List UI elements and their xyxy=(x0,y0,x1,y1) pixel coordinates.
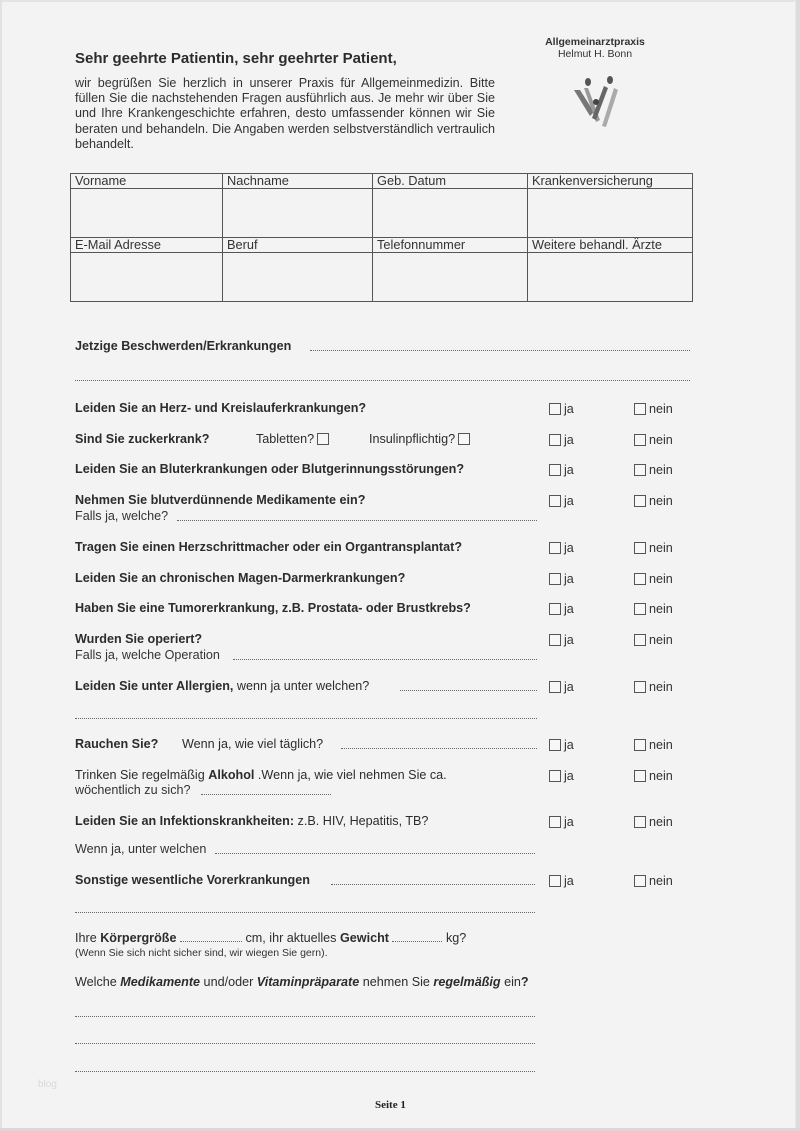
alcohol-no-checkbox[interactable] xyxy=(634,769,673,783)
last-name-label: Nachname xyxy=(223,174,373,189)
infection-yes-checkbox[interactable] xyxy=(549,815,574,829)
blood-question: Leiden Sie an Bluterkrankungen oder Blutgerinnungsstörungen? xyxy=(75,462,465,476)
patient-info-table xyxy=(70,173,693,302)
meds-pre: Welche xyxy=(75,975,121,989)
last-name-field[interactable] xyxy=(223,189,373,238)
greeting-heading: Sehr geehrte Patientin, sehr geehrter Patient, xyxy=(75,50,397,67)
thinners-no-checkbox[interactable] xyxy=(634,494,673,508)
yes-label: ja xyxy=(564,602,574,616)
checkbox-box[interactable] xyxy=(549,770,561,782)
infection-rest: z.B. HIV, Hepatitis, TB? xyxy=(294,814,429,828)
diabetes-row xyxy=(75,432,209,446)
no-label: nein xyxy=(649,402,673,416)
yes-label: ja xyxy=(564,541,574,555)
height-pre: Ihre xyxy=(75,931,101,945)
yes-label: ja xyxy=(564,680,574,694)
insurance-label: Krankenversicherung xyxy=(528,174,693,189)
height-unit: cm, ihr aktuelles xyxy=(241,931,340,945)
alcohol-post: .Wenn ja, wie viel nehmen Sie ca. xyxy=(254,768,447,782)
practice-figures-logo-icon xyxy=(566,72,626,130)
checkbox-box[interactable] xyxy=(634,434,646,446)
alcohol-weekly-label: wöchentlich zu sich? xyxy=(75,783,191,797)
complaints-label: Jetzige Beschwerden/Erkrankungen xyxy=(75,339,292,353)
alcohol-pre: Trinken Sie regelmäßig xyxy=(75,768,209,782)
checkbox-box[interactable] xyxy=(549,816,561,828)
no-label: nein xyxy=(649,815,673,829)
checkbox-box[interactable] xyxy=(634,603,646,615)
checkbox-box[interactable] xyxy=(634,542,646,554)
medications-field-line3[interactable] xyxy=(75,1071,535,1072)
phone-label: Telefonnummer xyxy=(373,238,528,253)
allergy-question-rest: wenn ja unter welchen? xyxy=(233,679,370,693)
surgery-yes-checkbox[interactable] xyxy=(549,633,574,647)
pacemaker-no-checkbox[interactable] xyxy=(634,541,673,555)
heart-no-checkbox[interactable] xyxy=(634,402,673,416)
alcohol-weekly-field[interactable] xyxy=(201,794,331,795)
other-field-line2[interactable] xyxy=(75,912,535,913)
height-field[interactable] xyxy=(180,931,242,942)
insulin-checkbox[interactable] xyxy=(458,433,470,445)
page-edge-left xyxy=(0,0,2,1131)
blood-no-checkbox[interactable] xyxy=(634,463,673,477)
email-label: E-Mail Adresse xyxy=(71,238,223,253)
yes-label: ja xyxy=(564,815,574,829)
diabetes-no-checkbox[interactable] xyxy=(634,433,673,447)
alcohol-bold: Alkohol xyxy=(208,768,255,782)
infection-which-field[interactable] xyxy=(215,853,535,854)
tumor-question: Haben Sie eine Tumorerkrankung, z.B. Prostata- oder Brustkrebs? xyxy=(75,601,471,615)
checkbox-box[interactable] xyxy=(549,875,561,887)
checkbox-box[interactable] xyxy=(549,464,561,476)
other-yes-checkbox[interactable] xyxy=(549,874,574,888)
checkbox-box[interactable] xyxy=(634,770,646,782)
checkbox-box[interactable] xyxy=(634,495,646,507)
gastro-yes-checkbox[interactable] xyxy=(549,572,574,586)
practice-block xyxy=(520,36,670,60)
checkbox-box[interactable] xyxy=(549,681,561,693)
other-field[interactable] xyxy=(331,884,535,885)
checkbox-box[interactable] xyxy=(634,816,646,828)
allergy-question-bold: Leiden Sie unter Allergien, xyxy=(75,679,234,693)
tablets-label: Tabletten? xyxy=(256,432,315,446)
gastro-question: Leiden Sie an chronischen Magen-Darmerkrankungen? xyxy=(75,571,406,585)
other-doctors-field[interactable] xyxy=(528,253,693,302)
page-edge-top xyxy=(0,0,800,2)
allergy-field-line2[interactable] xyxy=(75,718,537,719)
height-weight-question xyxy=(75,931,466,945)
blood-yes-checkbox[interactable] xyxy=(549,463,574,477)
diabetes-yes-checkbox[interactable] xyxy=(549,433,574,447)
no-label: nein xyxy=(649,433,673,447)
meds-mid: und/oder xyxy=(200,975,257,989)
no-label: nein xyxy=(649,463,673,477)
other-question: Sonstige wesentliche Vorerkrankungen xyxy=(75,873,310,887)
checkbox-box[interactable] xyxy=(549,573,561,585)
meds-vitamins: Vitaminpräparate xyxy=(256,975,360,989)
thinners-question: Nehmen Sie blutverdünnende Medikamente ein? xyxy=(75,493,366,507)
yes-label: ja xyxy=(564,572,574,586)
insulin-label: Insulinpflichtig? xyxy=(369,432,456,446)
smoke-question: Rauchen Sie? xyxy=(75,737,159,751)
tumor-no-checkbox[interactable] xyxy=(634,602,673,616)
tablets-checkbox[interactable] xyxy=(317,433,329,445)
checkbox-box[interactable] xyxy=(549,403,561,415)
birth-date-field[interactable] xyxy=(373,189,528,238)
checkbox-box[interactable] xyxy=(549,542,561,554)
yes-label: ja xyxy=(564,433,574,447)
checkbox-box[interactable] xyxy=(634,681,646,693)
medications-field-line2[interactable] xyxy=(75,1043,535,1044)
intro-paragraph: wir begrüßen Sie herzlich in unserer Praxis für Allgemeinmedizin. Bitte füllen Sie die nachstehenden Fragen ausführlich aus. Je mehr wir über Sie und Ihre Krankengeschichte erfahren, desto umfassender können wir Sie beraten und behandeln. Die Angaben werden selbstverständlich vertraulich behandelt. xyxy=(75,76,495,151)
first-name-label: Vorname xyxy=(71,174,223,189)
alcohol-yes-checkbox[interactable] xyxy=(549,769,574,783)
checkbox-box[interactable] xyxy=(634,875,646,887)
no-label: nein xyxy=(649,874,673,888)
checkbox-box[interactable] xyxy=(549,434,561,446)
page-number: Seite 1 xyxy=(375,1099,406,1111)
surgery-which-field[interactable] xyxy=(233,659,537,660)
pacemaker-question: Tragen Sie einen Herzschrittmacher oder ein Organtransplantat? xyxy=(75,540,463,554)
yes-label: ja xyxy=(564,769,574,783)
smoke-amount-label: Wenn ja, wie viel täglich? xyxy=(182,737,324,751)
smoke-amount-field[interactable] xyxy=(341,748,537,749)
medications-question xyxy=(75,975,529,989)
allergy-yes-checkbox[interactable] xyxy=(549,680,574,694)
no-label: nein xyxy=(649,572,673,586)
meds-post: ein xyxy=(500,975,521,989)
yes-label: ja xyxy=(564,874,574,888)
weight-label: Gewicht xyxy=(339,931,389,945)
surgery-which-label: Falls ja, welche Operation xyxy=(75,648,220,662)
watermark: blog xyxy=(38,1079,57,1090)
tablets-option xyxy=(256,432,329,446)
insurance-field[interactable] xyxy=(528,189,693,238)
occupation-field[interactable] xyxy=(223,253,373,302)
no-label: nein xyxy=(649,602,673,616)
checkbox-box[interactable] xyxy=(634,573,646,585)
no-label: nein xyxy=(649,494,673,508)
allergy-question xyxy=(75,679,369,693)
height-label: Körpergröße xyxy=(100,931,177,945)
infection-which-label: Wenn ja, unter welchen xyxy=(75,842,207,856)
practice-name: Allgemeinarztpraxis xyxy=(545,36,645,48)
no-label: nein xyxy=(649,680,673,694)
medications-field-line1[interactable] xyxy=(75,1016,535,1017)
smoke-no-checkbox[interactable] xyxy=(634,738,673,752)
meds-questionmark: ? xyxy=(520,975,529,989)
checkbox-box[interactable] xyxy=(549,739,561,751)
yes-label: ja xyxy=(564,463,574,477)
no-label: nein xyxy=(649,541,673,555)
checkbox-box[interactable] xyxy=(634,403,646,415)
surgery-question: Wurden Sie operiert? xyxy=(75,632,203,646)
weigh-note: (Wenn Sie sich nicht sicher sind, wir wiegen Sie gern). xyxy=(75,947,328,959)
doctor-name: Helmut H. Bonn xyxy=(557,48,633,60)
other-no-checkbox[interactable] xyxy=(634,874,673,888)
checkbox-box[interactable] xyxy=(549,634,561,646)
heart-question: Leiden Sie an Herz- und Kreislauferkrankungen? xyxy=(75,401,367,415)
weight-unit: kg? xyxy=(442,931,467,945)
allergy-field[interactable] xyxy=(400,690,537,691)
checkbox-box[interactable] xyxy=(634,739,646,751)
diabetes-question: Sind Sie zuckerkrank? xyxy=(75,432,210,446)
birth-date-label: Geb. Datum xyxy=(373,174,528,189)
checkbox-box[interactable] xyxy=(549,495,561,507)
infection-question xyxy=(75,814,428,828)
other-doctors-label: Weitere behandl. Ärzte xyxy=(528,238,693,253)
insulin-option xyxy=(369,432,470,446)
pacemaker-yes-checkbox[interactable] xyxy=(549,541,574,555)
yes-label: ja xyxy=(564,738,574,752)
meds-medications: Medikamente xyxy=(120,975,201,989)
gastro-no-checkbox[interactable] xyxy=(634,572,673,586)
thinners-which-field[interactable] xyxy=(177,520,537,521)
yes-label: ja xyxy=(564,633,574,647)
checkbox-box[interactable] xyxy=(549,603,561,615)
thinners-which-label: Falls ja, welche? xyxy=(75,509,169,523)
thinners-yes-checkbox[interactable] xyxy=(549,494,574,508)
meds-mid2: nehmen Sie xyxy=(359,975,434,989)
smoke-yes-checkbox[interactable] xyxy=(549,738,574,752)
tumor-yes-checkbox[interactable] xyxy=(549,602,574,616)
no-label: nein xyxy=(649,738,673,752)
no-label: nein xyxy=(649,633,673,647)
yes-label: ja xyxy=(564,402,574,416)
phone-field[interactable] xyxy=(373,253,528,302)
yes-label: ja xyxy=(564,494,574,508)
weight-field[interactable] xyxy=(392,931,442,942)
page-edge-right xyxy=(795,0,800,1131)
email-field[interactable] xyxy=(71,253,223,302)
checkbox-box[interactable] xyxy=(634,634,646,646)
infection-bold: Leiden Sie an Infektionskrankheiten: xyxy=(75,814,295,828)
infection-no-checkbox[interactable] xyxy=(634,815,673,829)
heart-yes-checkbox[interactable] xyxy=(549,402,574,416)
first-name-field[interactable] xyxy=(71,189,223,238)
alcohol-question xyxy=(75,768,447,782)
complaints-field-line2[interactable] xyxy=(75,380,690,381)
no-label: nein xyxy=(649,769,673,783)
complaints-field[interactable] xyxy=(310,350,690,351)
occupation-label: Beruf xyxy=(223,238,373,253)
checkbox-box[interactable] xyxy=(634,464,646,476)
meds-regularly: regelmäßig xyxy=(433,975,501,989)
allergy-no-checkbox[interactable] xyxy=(634,680,673,694)
surgery-no-checkbox[interactable] xyxy=(634,633,673,647)
